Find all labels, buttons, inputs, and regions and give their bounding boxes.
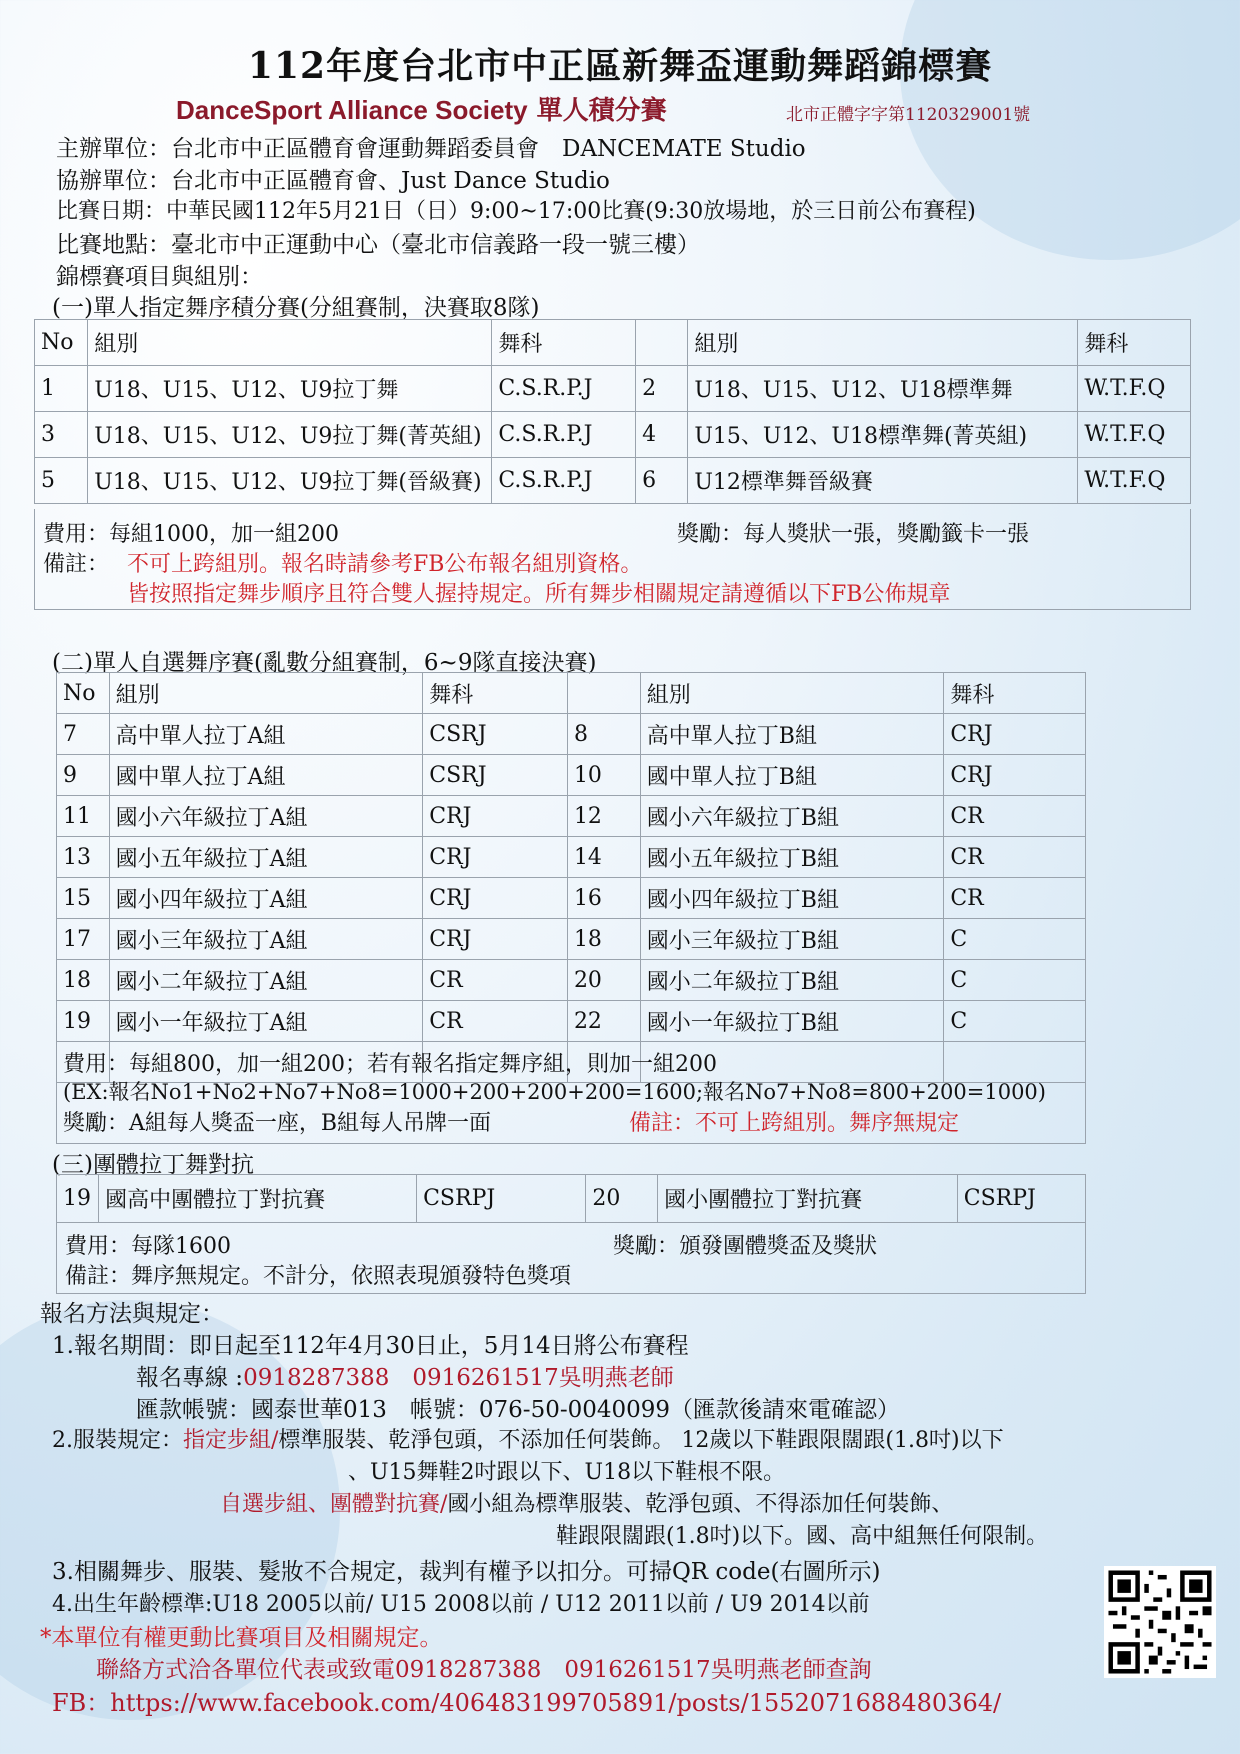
dress-rule-text4: 鞋跟限闊跟(1.8吋)以下。國、高中組無任何限制。 [556,1524,1049,1549]
bank-account: 匯款帳號：國泰世華013 帳號：076-50-0040099（匯款後請來電確認） [136,1397,901,1423]
subtitle-english: DanceSport Alliance Society [176,95,528,125]
header-no: No [35,320,88,366]
header-no [567,673,640,714]
organizer: 主辦單位：台北市中正區體育會運動舞蹈委員會 DANCEMATE Studio [56,136,806,162]
cell: 國小三年級拉丁A組 [109,919,423,960]
dress-rule-line3 [220,1487,953,1518]
cell: CSRJ [423,755,568,796]
co-organizer: 協辦單位：台北市中正區體育會、Just Dance Studio [56,168,610,194]
cell: W.T.F.Q [1078,412,1191,458]
section3-note: 備註：舞序無規定。不計分，依照表現頒發特色獎項 [65,1264,572,1289]
section3-info-box [56,1223,1086,1294]
section2-award: 獎勵：A組每人獎盃一座，B組每人吊牌一面 [63,1111,492,1136]
cell: 國小五年級拉丁A組 [109,837,423,878]
cell: 11 [57,796,110,837]
table-row [35,366,1191,412]
competition-date: 比賽日期：中華民國112年5月21日（日）9:00~17:00比賽(9:30放場地，於三日前公布賽程) [56,199,976,224]
cell: U15、U12、U18標準舞(菁英組) [688,412,1078,458]
header-dance: 舞科 [492,320,636,366]
cell: 國小六年級拉丁A組 [109,796,423,837]
table-row [57,1001,1086,1042]
cell: 1 [35,366,88,412]
cell: W.T.F.Q [1078,366,1191,412]
cell: 15 [57,878,110,919]
cell: C [944,919,1086,960]
events-heading: 錦標賽項目與組別： [56,264,263,290]
header-group: 組別 [640,673,944,714]
cell: 國小四年級拉丁A組 [109,878,423,919]
section3-fee: 費用：每隊1600 [65,1234,231,1259]
cell: CRJ [944,714,1086,755]
section2-note: 備註：不可上跨組別。舞序無規定 [629,1111,960,1136]
section3-table [56,1174,1086,1223]
section2-heading: (二)單人自選舞序賽(亂數分組賽制，6~9隊直接決賽) [52,650,597,676]
table-header-row [57,673,1086,714]
qr-code-graphic [1104,1566,1216,1678]
section1-award: 獎勵：每人獎狀一張，獎勵籤卡一張 [677,522,1030,547]
registration-hotline [136,1359,674,1392]
cell: 9 [57,755,110,796]
cell: CR [423,1001,568,1042]
section1-heading: (一)單人指定舞序積分賽(分組賽制，決賽取8隊) [52,295,540,321]
rule-4: 4.出生年齡標準:U18 2005以前/ U15 2008以前 / U12 2011以前 / U9 2014以前 [52,1592,870,1617]
cell: 國高中團體拉丁對抗賽 [99,1175,417,1223]
cell: CSRJ [423,714,568,755]
cell: U18、U15、U12、U9拉丁舞 [88,366,492,412]
header-group: 組別 [109,673,423,714]
cell: 8 [567,714,640,755]
section1-note1: 不可上跨組別。報名時請參考FB公布報名組別資格。 [127,552,643,577]
cell: CRJ [423,878,568,919]
header-dance: 舞科 [1078,320,1191,366]
section3-heading: (三)團體拉丁舞對抗 [52,1152,254,1178]
table-row [57,714,1086,755]
cell: 國小三年級拉丁B組 [640,919,944,960]
cell: 13 [57,837,110,878]
subtitle [176,90,667,127]
cell: CSRPJ [957,1175,1085,1223]
cell: 4 [636,412,688,458]
cell: 國小四年級拉丁B組 [640,878,944,919]
section2-table [56,672,1086,1083]
cell: CR [944,837,1086,878]
contact-info: 聯絡方式洽各單位代表或致電0918287388 0916261517吳明燕老師查詢 [96,1657,872,1683]
section1-table [34,319,1191,504]
cell: 高中單人拉丁B組 [640,714,944,755]
cell: U12標準舞晉級賽 [688,458,1078,504]
cell: 18 [567,919,640,960]
cell: 3 [35,412,88,458]
cell: 6 [636,458,688,504]
dress-rule-designated: 指定步組/ [183,1428,279,1453]
cell: C.S.R.P.J [492,366,636,412]
dress-rule-text3: 國小組為標準服裝、乾淨包頭、不得添加任何裝飾、 [447,1492,954,1517]
cell: 12 [567,796,640,837]
table-row [57,1175,1086,1223]
cell: 高中單人拉丁A組 [109,714,423,755]
cell: 國小二年級拉丁B組 [640,960,944,1001]
cell: 國小團體拉丁對抗賽 [658,1175,958,1223]
cell: 18 [57,960,110,1001]
cell: 22 [567,1001,640,1042]
cell: 國小二年級拉丁A組 [109,960,423,1001]
section1-info-box [34,509,1191,610]
cell: U18、U15、U12、U9拉丁舞(菁英組) [88,412,492,458]
cell: 國小六年級拉丁B組 [640,796,944,837]
section2-example: (EX:報名No1+No2+No7+No8=1000+200+200+200=1600;報名No7+No8=800+200=1000) [63,1080,1046,1104]
section2-info-box [56,1041,1086,1144]
subtitle-chinese: 單人積分賽 [536,96,667,126]
permit-number: 北市正體字字第1120329001號 [786,105,1031,125]
cell: CR [944,796,1086,837]
hotline-label: 報名專線 : [136,1365,244,1391]
cell: 20 [567,960,640,1001]
table-header-row [35,320,1191,366]
header-dance: 舞科 [423,673,568,714]
cell: W.T.F.Q [1078,458,1191,504]
header-group: 組別 [88,320,492,366]
registration-heading: 報名方法與規定： [40,1301,224,1327]
cell: 國中單人拉丁B組 [640,755,944,796]
dress-rule-line1 [52,1423,1004,1454]
cell: 7 [57,714,110,755]
cell: 國小一年級拉丁B組 [640,1001,944,1042]
cell: 國小五年級拉丁B組 [640,837,944,878]
cell: C [944,1001,1086,1042]
cell: C.S.R.P.J [492,412,636,458]
qr-code-icon[interactable] [1104,1566,1216,1678]
hotline-numbers: 0918287388 0916261517吳明燕老師 [243,1365,674,1391]
table-row [57,919,1086,960]
cell: 5 [35,458,88,504]
cell: 19 [57,1175,99,1223]
section1-note2: 皆按照指定舞步順序且符合雙人握持規定。所有舞步相關規定請遵循以下FB公佈規章 [127,582,951,607]
page-title: 112年度台北市中正區新舞盃運動舞蹈錦標賽 [247,45,993,87]
table-row [57,837,1086,878]
cell: C.S.R.P.J [492,458,636,504]
cell: 20 [586,1175,658,1223]
table-row [35,458,1191,504]
table-row [57,755,1086,796]
header-no: No [57,673,110,714]
cell: CSRPJ [417,1175,586,1223]
cell: 19 [57,1001,110,1042]
cell: CRJ [423,796,568,837]
table-row [57,878,1086,919]
dress-rule-freestyle: 自選步組、團體對抗賽/ [220,1492,448,1517]
cell: 16 [567,878,640,919]
cell: 國小一年級拉丁A組 [109,1001,423,1042]
dress-rule-text1: 標準服裝、乾淨包頭，不添加任何裝飾。 12歲以下鞋跟限闊跟(1.8吋)以下 [278,1428,1004,1453]
table-row [57,796,1086,837]
facebook-link[interactable]: FB：https://www.facebook.com/406483199705891/posts/1552071688480364/ [52,1689,1002,1717]
cell: CR [423,960,568,1001]
cell: 10 [567,755,640,796]
dress-rule-number: 2.服裝規定： [52,1428,183,1453]
cell: 17 [57,919,110,960]
cell: U18、U15、U12、U18標準舞 [688,366,1078,412]
cell: CR [944,878,1086,919]
section2-fee: 費用：每組800，加一組200；若有報名指定舞序組，則加一組200 [63,1052,717,1077]
section1-note-label: 備註： [43,552,110,577]
section1-fee: 費用：每組1000，加一組200 [43,522,339,547]
cell: U18、U15、U12、U9拉丁舞(晉級賽) [88,458,492,504]
header-no [636,320,688,366]
rights-notice: *本單位有權更動比賽項目及相關規定。 [40,1625,443,1651]
header-dance: 舞科 [944,673,1086,714]
dress-rule-text2: 、U15舞鞋2吋跟以下、U18以下鞋根不限。 [348,1460,786,1485]
section3-award: 獎勵：頒發團體獎盃及獎狀 [613,1234,878,1259]
table-row [57,960,1086,1001]
table-row [35,412,1191,458]
registration-period: 1.報名期間：即日起至112年4月30日止，5月14日將公布賽程 [52,1333,689,1359]
cell: C [944,960,1086,1001]
cell: CRJ [423,919,568,960]
cell: 14 [567,837,640,878]
cell: CRJ [423,837,568,878]
cell: CRJ [944,755,1086,796]
venue: 比賽地點：臺北市中正運動中心（臺北市信義路一段一號三樓） [56,232,700,258]
cell: 國中單人拉丁A組 [109,755,423,796]
cell: 2 [636,366,688,412]
header-group: 組別 [688,320,1078,366]
rule-3: 3.相關舞步、服裝、髮妝不合規定，裁判有權予以扣分。可掃QR code(右圖所示) [52,1559,881,1585]
